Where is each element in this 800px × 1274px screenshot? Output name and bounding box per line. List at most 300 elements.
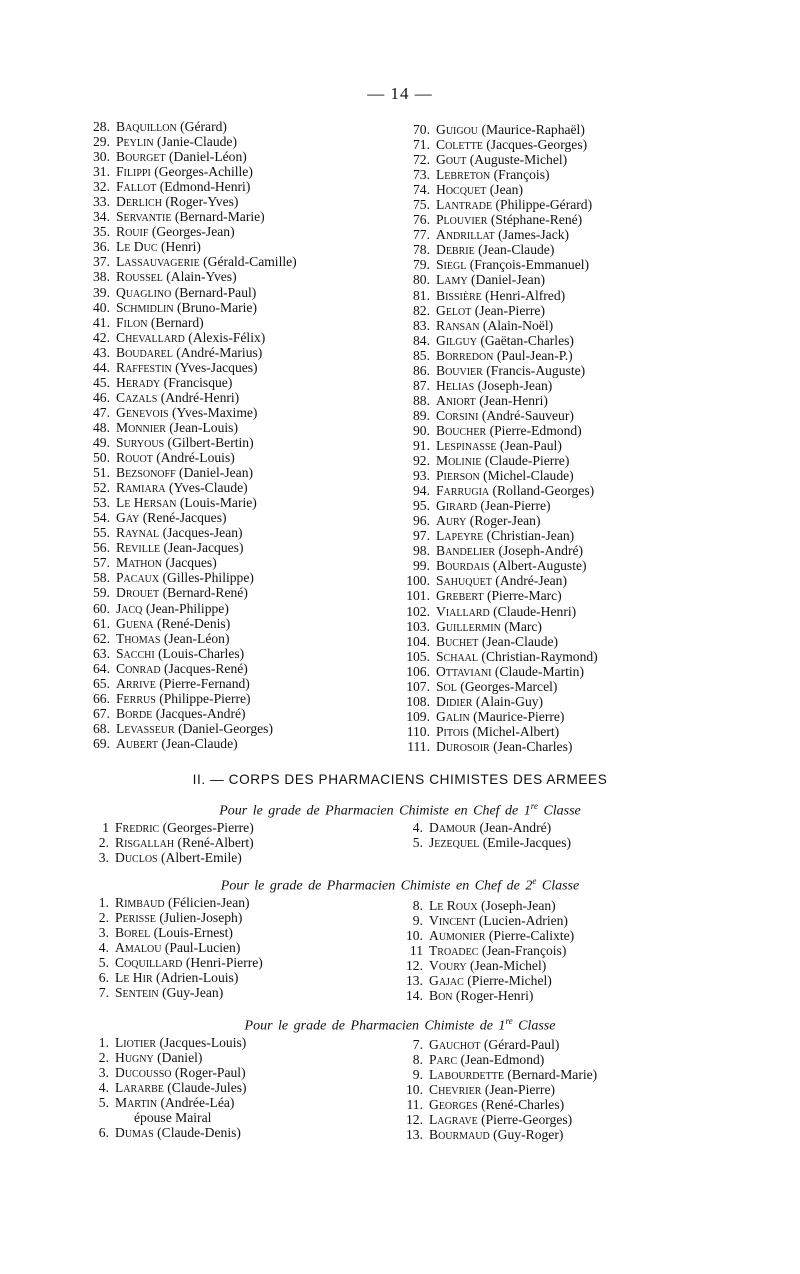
surname: Georges xyxy=(429,1097,478,1113)
person-name xyxy=(115,955,263,970)
surname: Le Hir xyxy=(115,970,153,986)
rank-number: 12. xyxy=(406,958,423,974)
person-name xyxy=(436,318,553,333)
grade-heading-text: Pour le grade de Pharmacien Chimiste en Chef de 2 xyxy=(220,878,533,894)
given-names: (Jean-Pierre) xyxy=(484,1082,556,1098)
person-name xyxy=(116,330,265,345)
list-item xyxy=(80,300,410,315)
given-names: (Pierre-Fernand) xyxy=(159,675,250,691)
person-name xyxy=(116,390,239,405)
surname: Schmidlin xyxy=(116,299,174,315)
list-item xyxy=(80,570,410,585)
person-name xyxy=(436,634,558,649)
given-names: (Lucien-Adrien) xyxy=(478,913,568,929)
given-names: (Albert-Emile) xyxy=(161,850,242,866)
grade-heading-suffix: Classe xyxy=(512,1018,556,1034)
rank-number: 104. xyxy=(406,633,430,649)
rank-number: 95. xyxy=(413,498,430,514)
surname: Lararbe xyxy=(115,1080,164,1096)
given-names: (Joseph-Jean) xyxy=(477,377,553,393)
person-name xyxy=(134,1110,211,1125)
person-name xyxy=(116,495,257,510)
list-item xyxy=(400,619,700,634)
rank-number: 3. xyxy=(98,1065,109,1081)
surname: Dumas xyxy=(115,1125,154,1141)
grade-heading-sup: re xyxy=(505,1016,513,1026)
person-name xyxy=(116,585,248,600)
list-item xyxy=(400,438,700,453)
rank-number: 79. xyxy=(413,257,430,273)
list-item xyxy=(400,498,700,513)
surname: Ducousso xyxy=(115,1065,172,1081)
given-names: (Andrée-Léa) xyxy=(160,1095,235,1111)
surname: Didier xyxy=(436,693,473,709)
person-name xyxy=(116,450,235,465)
given-names: (Alexis-Félix) xyxy=(188,329,266,345)
rank-number: 80. xyxy=(413,272,430,288)
person-name xyxy=(116,631,230,646)
given-names: (Bernard-Marie) xyxy=(174,209,265,225)
given-names: (Gilles-Philippe) xyxy=(162,570,254,586)
surname: Viallard xyxy=(436,603,490,619)
list-item xyxy=(400,573,700,588)
rank-number: 7. xyxy=(412,1037,423,1052)
person-name xyxy=(115,925,233,940)
list-item xyxy=(400,137,700,152)
list-item xyxy=(400,393,700,408)
given-names: (Daniel-Jean) xyxy=(179,465,254,481)
person-name xyxy=(115,1080,247,1095)
list-item xyxy=(80,721,410,736)
given-names: (Bruno-Marie) xyxy=(176,299,257,315)
list-item xyxy=(80,224,410,239)
given-names: (Félicien-Jean) xyxy=(168,895,250,910)
list-item xyxy=(400,513,700,528)
person-name xyxy=(429,1127,563,1142)
list-item xyxy=(393,1082,693,1097)
person-name xyxy=(115,1050,202,1065)
person-name xyxy=(115,970,238,985)
rank-number: 42. xyxy=(93,329,110,345)
rank-number: 66. xyxy=(93,690,110,706)
surname: Filon xyxy=(116,314,148,330)
given-names: (Roger-Jean) xyxy=(469,513,541,529)
list-item xyxy=(80,269,410,284)
grade-heading-chef-2e-classe xyxy=(0,876,800,895)
surname: Troadec xyxy=(429,943,479,959)
given-names: (Pierre-Georges) xyxy=(481,1112,573,1128)
rank-number: 86. xyxy=(413,362,430,378)
given-names: (Jean-André) xyxy=(479,820,552,835)
given-names: (Jacques-Jean) xyxy=(162,525,243,541)
surname: Guena xyxy=(116,615,154,631)
list-item xyxy=(400,182,700,197)
surname: Baquillon xyxy=(116,119,177,134)
given-names: (André-Louis) xyxy=(156,450,235,466)
surname: Ferrus xyxy=(116,690,156,706)
surname: Bourdais xyxy=(436,558,490,574)
person-name xyxy=(116,224,235,239)
person-name xyxy=(116,239,201,254)
rank-number: 45. xyxy=(93,374,110,390)
rank-number: 41. xyxy=(93,314,110,330)
surname: Jezequel xyxy=(429,835,480,851)
person-name xyxy=(436,137,587,152)
grade2-list-left xyxy=(79,895,409,1000)
rank-number: 78. xyxy=(413,242,430,258)
list-item xyxy=(79,1065,409,1080)
rank-number: 102. xyxy=(406,603,430,619)
surname: Sacchi xyxy=(116,645,155,661)
given-names: (Jacques) xyxy=(165,555,217,571)
surname: Monnier xyxy=(116,419,166,435)
grade-heading-text: Pour le grade de Pharmacien Chimiste de 1 xyxy=(244,1018,506,1034)
person-name xyxy=(116,721,273,736)
list-item xyxy=(80,631,410,646)
list-item xyxy=(80,450,410,465)
list-item xyxy=(393,1097,693,1112)
given-names: (Guy-Roger) xyxy=(493,1127,564,1143)
list-item xyxy=(393,1052,693,1067)
surname: Hugny xyxy=(115,1050,154,1066)
person-name xyxy=(436,242,554,257)
given-names: (Stéphane-René) xyxy=(490,212,583,228)
surname: Colette xyxy=(436,137,483,153)
person-name xyxy=(116,691,251,706)
person-name xyxy=(436,709,564,724)
rank-number: 4. xyxy=(98,1080,109,1096)
rank-number: 8. xyxy=(412,898,423,913)
given-names: (Yves-Claude) xyxy=(169,480,248,496)
list-item xyxy=(400,453,700,468)
list-item xyxy=(80,164,410,179)
given-names: (Henri) xyxy=(160,239,201,255)
rank-number: 58. xyxy=(93,570,110,586)
given-names: (Claude-Jules) xyxy=(167,1080,247,1096)
surname: Borde xyxy=(116,705,153,721)
person-name xyxy=(116,149,247,164)
grade-heading-sup: re xyxy=(530,801,538,811)
given-names: (Gérald-Camille) xyxy=(203,254,297,270)
rank-number: 50. xyxy=(93,450,110,466)
given-names: (René-Denis) xyxy=(157,615,231,631)
surname: Lantrade xyxy=(436,197,493,213)
person-name xyxy=(116,465,253,480)
surname: Damour xyxy=(429,820,477,835)
rank-number: 93. xyxy=(413,468,430,484)
person-name xyxy=(116,179,250,194)
person-name xyxy=(116,510,227,525)
list-item xyxy=(80,601,410,616)
surname: Gauchot xyxy=(429,1037,481,1052)
rank-number: 84. xyxy=(413,332,430,348)
list-item xyxy=(79,970,409,985)
surname: Ransan xyxy=(436,317,480,333)
list-item xyxy=(80,194,410,209)
person-name xyxy=(429,958,546,973)
list-item xyxy=(80,510,410,525)
person-name xyxy=(436,453,569,468)
surname: Siegl xyxy=(436,257,467,273)
surname: Chevrier xyxy=(429,1082,482,1098)
surname: Suryous xyxy=(116,434,165,450)
person-name xyxy=(116,435,254,450)
rank-number: 62. xyxy=(93,630,110,646)
rank-number: 51. xyxy=(93,465,110,481)
list-item xyxy=(400,167,700,182)
list-item xyxy=(80,149,410,164)
rank-number: 96. xyxy=(413,513,430,529)
rank-number: 70. xyxy=(413,122,430,137)
list-item xyxy=(79,820,409,835)
person-name xyxy=(436,363,585,378)
grade-heading-sup: e xyxy=(532,876,537,886)
surname: Aubert xyxy=(116,735,158,751)
surname: Mathon xyxy=(116,555,162,571)
rank-number: 83. xyxy=(413,317,430,333)
rank-number: 32. xyxy=(93,179,110,195)
surname: Levasseur xyxy=(116,720,175,736)
surname: Chevallard xyxy=(116,329,185,345)
surname: Helias xyxy=(436,377,475,393)
list-item xyxy=(393,1127,693,1142)
list-item xyxy=(393,988,693,1003)
list-item xyxy=(79,1095,409,1110)
surname: Bissière xyxy=(436,287,482,303)
given-names: (Jean-Léon) xyxy=(163,630,230,646)
list-item xyxy=(80,239,410,254)
person-name xyxy=(436,649,598,664)
list-item xyxy=(80,375,410,390)
given-names: (Alain-Guy) xyxy=(475,693,544,709)
list-item xyxy=(400,197,700,212)
given-names: (Jean-Henri) xyxy=(479,392,548,408)
rank-number: 57. xyxy=(93,555,110,571)
person-name xyxy=(429,1052,544,1067)
given-names: (Rolland-Georges) xyxy=(492,483,595,499)
person-name xyxy=(116,646,244,661)
person-name xyxy=(436,468,574,483)
rank-number: 1. xyxy=(98,895,109,910)
surname: Hocquet xyxy=(436,182,487,198)
list-item xyxy=(80,585,410,600)
surname: Gout xyxy=(436,152,467,168)
rank-number: 69. xyxy=(93,735,110,751)
rank-number: 10. xyxy=(406,1082,423,1098)
surname: Ottaviani xyxy=(436,663,492,679)
person-name xyxy=(436,408,574,423)
list-item xyxy=(79,1125,409,1140)
person-name xyxy=(115,910,242,925)
list-item xyxy=(80,465,410,480)
surname: Genevois xyxy=(116,404,169,420)
rank-number: 3. xyxy=(98,925,109,941)
person-name xyxy=(429,1082,555,1097)
rank-number: 8. xyxy=(412,1052,423,1068)
given-names: (Bernard-René) xyxy=(162,585,248,601)
list-item xyxy=(400,152,700,167)
person-name xyxy=(116,540,243,555)
surname: Lassauvagerie xyxy=(116,254,200,270)
given-names: (Philippe-Gérard) xyxy=(495,197,593,213)
rank-number: 67. xyxy=(93,705,110,721)
list-item xyxy=(80,405,410,420)
rank-number: 82. xyxy=(413,302,430,318)
rank-number: 64. xyxy=(93,660,110,676)
given-names: (Paul-Jean-P.) xyxy=(496,347,573,363)
list-item xyxy=(400,378,700,393)
person-name xyxy=(436,288,565,303)
given-names: (Jean-Philippe) xyxy=(145,600,229,616)
given-names: (André-Sauveur) xyxy=(481,407,574,423)
person-name xyxy=(429,973,552,988)
rank-number: 4. xyxy=(98,940,109,956)
surname: Borredon xyxy=(436,347,494,363)
given-names: (Pierre-Marc) xyxy=(486,588,562,604)
person-name xyxy=(436,122,585,137)
rank-number: 13. xyxy=(406,973,423,989)
rank-number: 11. xyxy=(406,1097,423,1113)
person-name xyxy=(429,898,556,913)
given-names: (Roger-Yves) xyxy=(165,194,239,210)
rank-number: 5. xyxy=(412,835,423,851)
surname: Derlich xyxy=(116,194,162,210)
given-names: (François-Emmanuel) xyxy=(469,257,590,273)
surname: Fallot xyxy=(116,179,157,195)
surname: Cazals xyxy=(116,389,158,405)
rank-number: 76. xyxy=(413,212,430,228)
list-item xyxy=(80,345,410,360)
given-names: (Pierre-Edmond) xyxy=(489,422,582,438)
rank-number: 47. xyxy=(93,404,110,420)
rank-number: 2. xyxy=(98,910,109,926)
person-name xyxy=(115,850,242,865)
surname: Sentein xyxy=(115,985,159,1001)
list-item xyxy=(79,1080,409,1095)
candidate-list-left xyxy=(80,119,410,751)
rank-number: 111. xyxy=(407,738,430,754)
candidate-list-right xyxy=(400,122,700,754)
rank-number: 11 xyxy=(409,943,423,959)
surname: Plouvier xyxy=(436,212,488,228)
given-names: (Michel-Claude) xyxy=(483,468,574,484)
rank-number: 74. xyxy=(413,182,430,198)
person-name xyxy=(116,570,254,585)
person-name xyxy=(436,393,548,408)
person-name xyxy=(436,619,542,634)
rank-number: 99. xyxy=(413,558,430,574)
person-name xyxy=(116,164,253,179)
surname: Duclos xyxy=(115,850,158,866)
grade-heading-text: Pour le grade de Pharmacien Chimiste en Chef de 1 xyxy=(219,803,531,819)
grade3-list-right xyxy=(393,1037,693,1142)
surname: Peylin xyxy=(116,134,154,150)
given-names: (Jean-Pierre) xyxy=(480,498,551,514)
list-item xyxy=(400,558,700,573)
given-names: (Jean-Claude) xyxy=(481,633,559,649)
surname: Molinie xyxy=(436,453,482,469)
rank-number: 44. xyxy=(93,359,110,375)
person-name xyxy=(115,940,240,955)
rank-number: 13. xyxy=(406,1127,423,1143)
given-names: (Jean-Paul) xyxy=(499,437,562,453)
list-item xyxy=(393,913,693,928)
surname: Reville xyxy=(116,540,161,556)
given-names: (Michel-Albert) xyxy=(472,723,560,739)
surname: Risgallah xyxy=(115,835,175,851)
person-name xyxy=(429,1112,572,1127)
grade1-list-right xyxy=(393,820,693,850)
rank-number: 91. xyxy=(413,437,430,453)
surname: Pierson xyxy=(436,468,480,484)
person-name xyxy=(436,724,559,739)
rank-number: 92. xyxy=(413,453,430,469)
surname: Servantie xyxy=(116,209,172,225)
given-names: épouse Mairal xyxy=(134,1110,212,1126)
rank-number: 36. xyxy=(93,239,110,255)
rank-number: 100. xyxy=(406,573,430,589)
surname: Quaglino xyxy=(116,284,172,300)
list-item xyxy=(80,134,410,149)
given-names: (Gérard) xyxy=(180,119,227,134)
given-names: (André-Henri) xyxy=(160,389,240,405)
rank-number: 85. xyxy=(413,347,430,363)
surname: Guillermin xyxy=(436,618,501,634)
given-names: (Roger-Paul) xyxy=(174,1065,246,1081)
person-name xyxy=(115,1065,246,1080)
rank-number: 48. xyxy=(93,419,110,435)
list-item xyxy=(80,360,410,375)
surname: Martin xyxy=(115,1095,158,1111)
rank-number: 31. xyxy=(93,164,110,180)
person-name xyxy=(436,558,587,573)
surname: Thomas xyxy=(116,630,161,646)
surname: Le Duc xyxy=(116,239,158,255)
list-item xyxy=(400,664,700,679)
surname: Lagrave xyxy=(429,1112,478,1128)
list-item xyxy=(400,543,700,558)
rank-number: 98. xyxy=(413,543,430,559)
surname: Conrad xyxy=(116,660,161,676)
surname: Lapeyre xyxy=(436,528,484,544)
surname: Roussel xyxy=(116,269,163,285)
given-names: (Jean-Claude) xyxy=(478,242,555,258)
person-name xyxy=(436,498,551,513)
given-names: (André-Marius) xyxy=(176,344,263,360)
given-names: (Edmond-Henri) xyxy=(159,179,251,195)
given-names: (Joseph-André) xyxy=(498,543,584,559)
list-item xyxy=(80,390,410,405)
person-name xyxy=(116,269,237,284)
grade3-list-left xyxy=(79,1035,409,1140)
rank-number: 52. xyxy=(93,480,110,496)
person-name xyxy=(436,378,552,393)
given-names: (Daniel-Léon) xyxy=(169,149,247,165)
list-item xyxy=(79,1035,409,1050)
person-name xyxy=(115,895,250,910)
given-names: (Daniel-Georges) xyxy=(178,720,273,736)
rank-number: 56. xyxy=(93,540,110,556)
person-name xyxy=(429,943,566,958)
list-item xyxy=(400,709,700,724)
given-names: (Janie-Claude) xyxy=(156,134,237,150)
list-item xyxy=(400,483,700,498)
given-names: (Daniel) xyxy=(157,1050,203,1066)
person-name xyxy=(436,694,543,709)
surname: Sahuquet xyxy=(436,573,492,589)
person-name xyxy=(116,345,262,360)
rank-number: 110. xyxy=(406,723,430,739)
